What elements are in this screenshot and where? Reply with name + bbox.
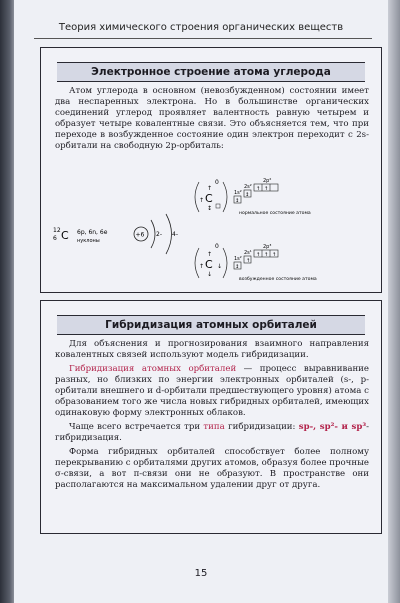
particles-label: 6p, 6n, 6e [77, 229, 108, 236]
svg-text:↑: ↑ [207, 251, 213, 258]
svg-text:1s²: 1s² [234, 190, 242, 196]
header-rule [34, 38, 372, 39]
textbook-page [14, 0, 388, 603]
svg-text:2s¹: 2s¹ [244, 250, 252, 256]
svg-text:2s²: 2s² [244, 184, 252, 190]
shell2-electrons: 4- [172, 231, 178, 238]
mass-number: 12 [53, 227, 61, 234]
nucleons-label: нуклоны [77, 238, 100, 244]
excited-charge: 0 [215, 243, 219, 250]
ground-charge: 0 [215, 179, 219, 186]
hybridization-types: sp-, sp²- и sp³ [298, 422, 367, 432]
page-number: 15 [194, 568, 208, 579]
svg-text:1s²: 1s² [234, 256, 242, 262]
svg-text:↑: ↑ [256, 252, 261, 258]
hybridization-term: Гибридизация атомных орбиталей [69, 364, 237, 374]
carbon-structure-diagram [41, 176, 381, 292]
page-edge [388, 0, 400, 603]
svg-text:↕: ↕ [245, 192, 250, 198]
section1-paragraph: Атом углерода в основном (невозбужденном) состоянии имеет два неспаренных электрона. Но в большинстве органических соединений углерод проявляет валентность равную четырем и образует четыре ковалентные связи. Это объясняется тем, что при переходе в возбужденное состояние один электрон переходит с 2s-орбитали на свободную 2p-орбиталь: [55, 86, 369, 151]
shell-arc-2 [166, 214, 172, 254]
section2-paragraph-2: Гибридизация атомных орбиталей — процесс выравнивание разных, но близких по энергии электронных орбиталей (s-, p-орбитали внешнего и d-орбитали предшествующего уровня) атома с образованием того же числа новых гибридных орбиталей, имеющих одинаковую форму электронных облаков. [55, 364, 369, 418]
svg-text:↕: ↕ [235, 198, 240, 204]
book-binding [0, 0, 14, 603]
shell-arc-1 [151, 220, 155, 248]
section1-title: Электронное строение атома углерода [57, 62, 365, 82]
svg-text:2p³: 2p³ [263, 244, 272, 250]
svg-text:↑: ↑ [256, 186, 261, 192]
section-hybridization [40, 300, 382, 534]
svg-text:↓: ↓ [207, 271, 213, 278]
svg-text:↑: ↑ [199, 197, 205, 204]
svg-text:↕: ↕ [235, 264, 240, 270]
svg-text:2p²: 2p² [263, 178, 272, 184]
section1-text [55, 86, 369, 152]
svg-text:↑: ↑ [207, 185, 213, 192]
running-header: Теория химического строения органических веществ [58, 22, 344, 33]
svg-text:↑: ↑ [272, 252, 277, 258]
types-word: типа [203, 422, 225, 432]
ground-state-label: нормальное состояние атома [239, 211, 311, 216]
ground-symbol: C [205, 192, 213, 205]
svg-text:↑: ↑ [264, 252, 269, 258]
section2-paragraph-1: Для объяснения и прогнозирования взаимного направления ковалентных связей используют модель гибридизации. [55, 339, 369, 360]
svg-text:↑: ↑ [199, 263, 205, 270]
section2-text [55, 339, 369, 491]
shell1-electrons: 2- [156, 231, 162, 238]
section2-paragraph-3: Чаще всего встречается три типа гибридизации: sp-, sp²- и sp³-гибридизация. [55, 422, 369, 443]
section-electron-structure [40, 47, 382, 293]
svg-text:↑: ↑ [246, 258, 251, 264]
svg-text:↓: ↓ [217, 263, 223, 270]
element-symbol: C [61, 229, 69, 242]
svg-text:↕: ↕ [207, 205, 213, 212]
section2-paragraph-4: Форма гибридных орбиталей способствует более полному перекрыванию с орбиталями других атомов, образуя более прочные σ-связи, а вот π-связи они не образуют. В пространстве они располагаются на максимальном удалении друг от друга. [55, 447, 369, 490]
excited-symbol: C [205, 258, 213, 271]
nucleus-charge: +6 [135, 231, 145, 239]
excited-state-label: возбужденное состояние атома [239, 277, 317, 282]
atomic-number: 6 [53, 235, 57, 242]
section2-title: Гибридизация атомных орбиталей [57, 315, 365, 335]
svg-text:↑: ↑ [264, 186, 269, 192]
